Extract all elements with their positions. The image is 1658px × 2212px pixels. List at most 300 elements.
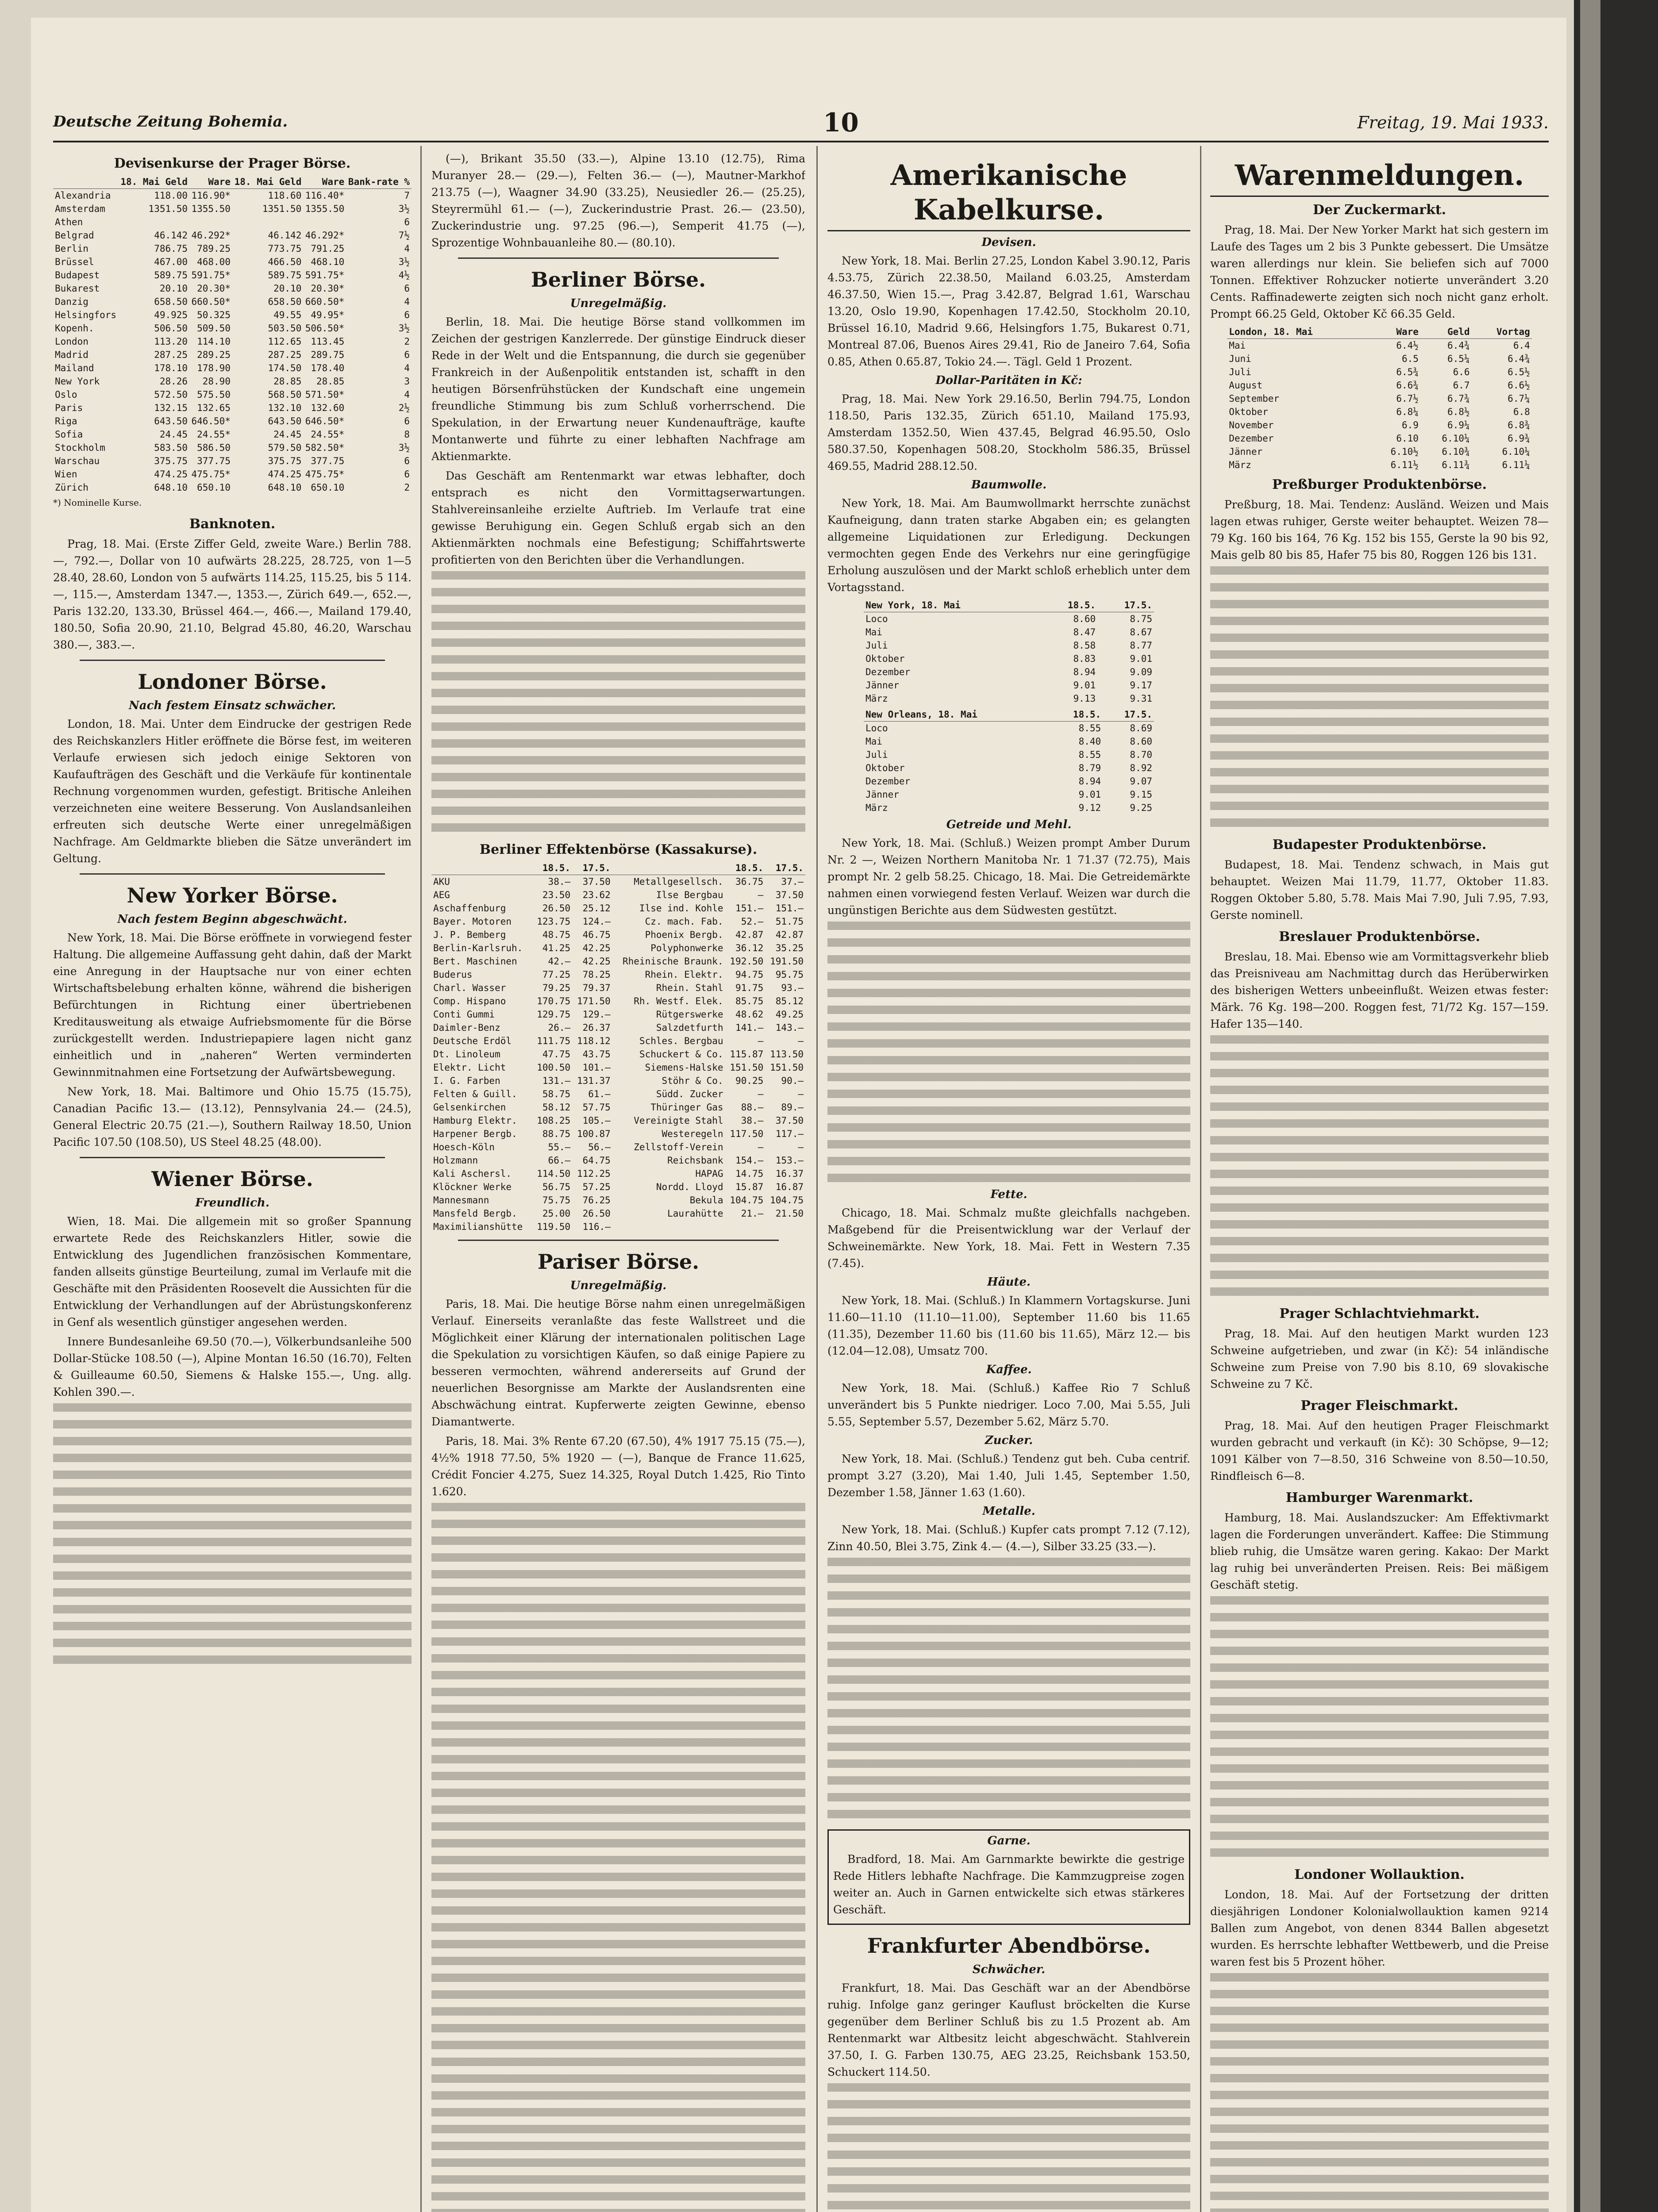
- table-cell: 6.5½: [1508, 367, 1530, 377]
- scan-edge: [1580, 0, 1600, 2212]
- section-separator: [458, 257, 779, 259]
- table-cell: 1351.50: [262, 204, 302, 214]
- table-cell: —: [798, 1089, 804, 1099]
- table-cell: 118.00: [154, 190, 188, 201]
- table-cell: Brüssel: [55, 257, 94, 267]
- table-cell: 467.00: [154, 257, 188, 267]
- table-cell: 171.50: [577, 996, 611, 1006]
- sugar-row: [1227, 392, 1532, 405]
- metalle-subtitle: Metalle.: [982, 1505, 1035, 1518]
- table-header-cell: 18.5.: [532, 861, 572, 875]
- table-header-cell: 18.5.: [725, 861, 766, 875]
- newyork-title: New Yorker Börse.: [127, 883, 338, 907]
- table-cell: 6.7¾: [1447, 393, 1470, 404]
- table-header-cell: 18.5.: [1051, 708, 1103, 722]
- effekten-row: [431, 1021, 805, 1034]
- table-cell: 100.87: [577, 1129, 611, 1139]
- wollauktion-title: Londoner Wollauktion.: [1294, 1867, 1465, 1882]
- table-cell: 105.—: [582, 1115, 611, 1126]
- table-cell: 591.75*: [191, 270, 231, 280]
- table-cell: 56.—: [588, 1142, 611, 1152]
- table-cell: Oslo: [55, 389, 77, 400]
- table-cell: [725, 1220, 766, 1233]
- table-cell: 119.50: [537, 1221, 571, 1232]
- table-cell: 143.—: [775, 1022, 804, 1033]
- table-cell: 131.37: [577, 1075, 611, 1086]
- cotton-row: [864, 665, 1154, 679]
- table-cell: Phoenix Bergb.: [645, 929, 723, 940]
- devisen-title: Devisenkurse der Prager Börse.: [114, 156, 351, 171]
- hamburg-text: Hamburg, 18. Mai. Auslandszucker: Am Effektivmarkt lagen die Forderungen unverändert. Kaffee: Die Stimmung blieb ruhig, die Umsätze waren gering. Kakao: Der Markt lag ruhig bei unveränderten Preisen. Reis: Bei mäßigem Geschäft stetig.: [1210, 1511, 1549, 1591]
- fleischmarkt-text: Prag, 18. Mai. Auf den heutigen Prager Fleischmarkt wurden gebracht und verkauft (in Kč): 30 Schöpse, 9—12; 1091 Kälber von 7—8.50, 316 Schweine von 8.50—10.50, Rindfleisch 6—8.: [1210, 1419, 1549, 1482]
- table-cell: 26.—: [548, 1022, 571, 1033]
- table-cell: 116.90*: [191, 190, 231, 201]
- page-number: 10: [823, 108, 859, 138]
- table-cell: 6: [404, 217, 410, 227]
- effekten-row: [431, 1194, 805, 1207]
- table-cell: [232, 215, 303, 229]
- table-cell: Riga: [55, 416, 77, 426]
- table-cell: Hamburg Elektr.: [433, 1115, 517, 1126]
- table-cell: 468.00: [197, 257, 231, 267]
- effekten-row: [431, 1114, 805, 1127]
- table-cell: Bayer. Motoren: [433, 916, 512, 927]
- table-cell: 42.87: [735, 929, 764, 940]
- table-cell: 1355.50: [305, 204, 345, 214]
- table-cell: 4: [404, 389, 410, 400]
- devisen-row: [53, 388, 412, 401]
- devisen-row: [53, 428, 412, 441]
- table-cell: 468.10: [311, 257, 345, 267]
- table-cell: [189, 215, 232, 229]
- table-cell: 46.142: [154, 230, 188, 241]
- table-cell: 141.—: [735, 1022, 764, 1033]
- table-cell: 26.50: [542, 903, 571, 914]
- table-cell: 6.4: [1513, 340, 1530, 351]
- table-cell: 4½: [398, 270, 410, 280]
- table-cell: 8.55: [1078, 749, 1101, 760]
- devisen-note: *) Nominelle Kurse.: [53, 497, 142, 508]
- table-cell: 48.75: [542, 929, 571, 940]
- cotton-row: [864, 735, 1154, 748]
- table-cell: 571.50*: [305, 389, 345, 400]
- table-cell: 49.55: [273, 310, 302, 320]
- table-cell: 1355.50: [191, 204, 231, 214]
- cotton-row: [864, 639, 1154, 652]
- table-cell: 289.75: [311, 349, 345, 360]
- table-cell: Mailand: [55, 363, 94, 373]
- table-cell: Charl. Wasser: [433, 983, 506, 993]
- table-cell: 579.50: [268, 442, 302, 453]
- column-4: [1210, 150, 1549, 2212]
- haeute-subtitle: Häute.: [987, 1275, 1031, 1289]
- table-cell: 466.50: [268, 257, 302, 267]
- devisen-row: [53, 348, 412, 361]
- table-cell: 58.75: [542, 1089, 571, 1099]
- table-cell: Berlin-Karlsruh.: [433, 943, 523, 953]
- table-header-cell: [431, 861, 532, 875]
- table-cell: 6.11¼: [1502, 460, 1530, 470]
- table-cell: 153.—: [775, 1155, 804, 1166]
- table-cell: 132.10: [268, 403, 302, 413]
- paris-title: Pariser Börse.: [537, 1250, 700, 1274]
- table-cell: 6.8½: [1447, 407, 1470, 417]
- london-sugar-table: [1227, 325, 1532, 472]
- table-cell: 6.4½: [1396, 340, 1419, 351]
- table-cell: 114.10: [197, 336, 231, 347]
- table-cell: Maximilianshütte: [433, 1221, 523, 1232]
- table-cell: 116.40*: [305, 190, 345, 201]
- table-cell: Dezember: [1229, 433, 1274, 444]
- table-header-cell: Ware: [189, 175, 232, 189]
- budapest-text: Budapest, 18. Mai. Tendenz schwach, in Mais gut behauptet. Weizen Mai 11.79, 11.77, Oktober 11.83. Roggen Oktober 5.80, 5.78. Mais Mai 7.90, Juli 7.95, 7.93, Gerste nominell.: [1210, 858, 1549, 922]
- table-header-cell: New York, 18. Mai: [864, 599, 1041, 612]
- table-cell: HAPAG: [695, 1168, 723, 1179]
- table-cell: März: [1229, 460, 1251, 470]
- table-cell: Amsterdam: [55, 204, 105, 214]
- table-cell: 25.00: [542, 1208, 571, 1219]
- table-cell: Polyphonwerke: [650, 943, 723, 953]
- table-cell: 9.15: [1130, 789, 1152, 800]
- table-cell: 506.50: [154, 323, 188, 334]
- table-cell: 129.—: [582, 1009, 611, 1020]
- table-cell: 16.87: [775, 1182, 804, 1192]
- table-cell: 6.10¼: [1502, 446, 1530, 457]
- table-cell: 582.50*: [305, 442, 345, 453]
- table-cell: 9.01: [1078, 789, 1101, 800]
- table-cell: 112.65: [268, 336, 302, 347]
- header-rule: [53, 141, 1549, 142]
- table-cell: 28.85: [273, 376, 302, 387]
- table-cell: 178.40: [311, 363, 345, 373]
- kabelkurse-title: Amerikanische Kabelkurse.: [827, 158, 1190, 231]
- table-cell: 6: [404, 349, 410, 360]
- table-cell: 118.60: [268, 190, 302, 201]
- effekten-row: [431, 1061, 805, 1074]
- table-cell: 151.50: [730, 1062, 764, 1073]
- table-cell: 66.—: [548, 1155, 571, 1166]
- zuckermarkt-title: Der Zuckermarkt.: [1312, 202, 1446, 218]
- table-cell: Metallgesellsch.: [634, 876, 723, 887]
- devisen-row: [53, 308, 412, 322]
- table-cell: Madrid: [55, 349, 88, 360]
- table-cell: Mannesmann: [433, 1195, 489, 1206]
- table-cell: Rhein. Stahl: [656, 983, 723, 993]
- table-cell: Alexandria: [55, 190, 111, 201]
- table-header-cell: 17.5.: [572, 861, 612, 875]
- effekten-row: [431, 1074, 805, 1087]
- table-cell: 8.94: [1073, 667, 1096, 677]
- table-cell: 6.9: [1401, 420, 1419, 430]
- text-continuation: [431, 1503, 805, 2212]
- london-subtitle: Nach festem Einsatz schwächer.: [128, 699, 336, 712]
- table-cell: 46.142: [268, 230, 302, 241]
- table-header-cell: 18.5.: [1041, 599, 1097, 612]
- table-cell: Athen: [55, 217, 83, 227]
- table-cell: Klöckner Werke: [433, 1182, 512, 1192]
- cotton-row: [864, 788, 1154, 801]
- breslau-title: Breslauer Produktenbörse.: [1278, 929, 1481, 945]
- getreide-text: New York, 18. Mai. (Schluß.) Weizen prompt Amber Durum Nr. 2 —, Weizen Northern Manitoba Nr. 1 71.37 (72.75), Mais prompt Nr. 2 gelb 58.25. Chicago, 18. Mai. Die Getreidemärkte nahmen einen vorwiegend festen Verlauf. Weizen war durch die ungünstigen Berichte aus dem Südwesten gestützt.: [827, 837, 1190, 917]
- table-cell: Mai: [866, 627, 882, 637]
- table-cell: 178.10: [154, 363, 188, 373]
- table-cell: Loco: [866, 614, 888, 624]
- scan-edge-strip: [1574, 0, 1658, 2212]
- table-cell: [119, 215, 189, 229]
- frankfurt-title: Frankfurter Abendbörse.: [867, 1934, 1151, 1958]
- schlachtvieh-title: Prager Schlachtviehmarkt.: [1279, 1306, 1480, 1321]
- newspaper-name: Deutsche Zeitung Bohemia.: [53, 113, 288, 131]
- table-cell: 35.25: [775, 943, 804, 953]
- devisen-row: [53, 242, 412, 255]
- london-text: London, 18. Mai. Unter dem Eindrucke der gestrigen Rede des Reichskanzlers Hitler eröffnete die Börse fest, im weiteren Verlaufe erwiesen sich jedoch einige Sektoren von Kaufaufträgen des Geschäft und die Verkäufe für kontinentale Rechnung vorgenommen wurden, gefestigt. Britische Anleihen verzeichneten eine weitere Besserung. Von Auslandsanleihen erfreuten sich deutsche Werte einer unregelmäßigen Nachfrage. Am Geldmarkte blieben die Sätze unverändert im Geltung.: [53, 718, 412, 865]
- kaffee-subtitle: Kaffee.: [986, 1363, 1032, 1376]
- table-cell: 49.25: [775, 1009, 804, 1020]
- table-cell: 589.75: [268, 270, 302, 280]
- table-cell: 38.—: [548, 876, 571, 887]
- effekten-row: [431, 1008, 805, 1021]
- garne-box: [827, 1829, 1190, 1925]
- devisen-row: [53, 215, 412, 229]
- table-cell: 79.37: [582, 983, 611, 993]
- text-continuation: [827, 922, 1190, 1187]
- table-cell: 660.50*: [191, 296, 231, 307]
- table-cell: 42.25: [582, 943, 611, 953]
- effekten-row: [431, 902, 805, 915]
- effekten-row: [431, 1154, 805, 1167]
- table-cell: 6.10¾: [1442, 446, 1470, 457]
- garne-subtitle: Garne.: [987, 1834, 1031, 1847]
- table-cell: 78.25: [582, 969, 611, 980]
- table-cell: 646.50*: [305, 416, 345, 426]
- fette-subtitle: Fette.: [990, 1188, 1027, 1201]
- effekten-table: [431, 861, 805, 1233]
- table-cell: 643.50: [268, 416, 302, 426]
- table-cell: 6.8¼: [1396, 407, 1419, 417]
- table-cell: 151.—: [735, 903, 764, 914]
- table-cell: 37.—: [781, 876, 804, 887]
- cotton-row: [864, 722, 1154, 735]
- table-cell: 6.7: [1453, 380, 1470, 391]
- sugar-row: [1227, 339, 1532, 353]
- table-cell: 658.50: [268, 296, 302, 307]
- table-cell: 474.25: [154, 469, 188, 480]
- table-cell: Juli: [866, 749, 888, 760]
- table-cell: 90.—: [781, 1075, 804, 1086]
- paris-subtitle: Unregelmäßig.: [570, 1279, 667, 1292]
- table-cell: 16.37: [775, 1168, 804, 1179]
- table-cell: 648.10: [268, 482, 302, 493]
- effekten-row: [431, 981, 805, 995]
- cotton-row: [864, 679, 1154, 692]
- table-header-cell: Bank-rate %: [346, 175, 412, 189]
- wien-quotes: Innere Bundesanleihe 69.50 (70.—), Völkerbundsanleihe 500 Dollar-Stücke 108.50 (—), Alpine Montan 16.50 (16.70), Felten & Guilleaume 60.50, Siemens & Halske 155.—, Ung. allg. Kohlen 390.—.: [53, 1335, 412, 1398]
- table-cell: 24.45: [273, 429, 302, 440]
- table-cell: New York: [55, 376, 100, 387]
- table-cell: Oktober: [866, 763, 905, 773]
- devisen-row: [53, 361, 412, 375]
- text-continuation: [1210, 1035, 1549, 1301]
- table-cell: Holzmann: [433, 1155, 478, 1166]
- column-divider: [816, 146, 818, 2212]
- table-cell: 90.25: [735, 1075, 764, 1086]
- zucker-subtitle: Zucker.: [985, 1434, 1033, 1447]
- section-separator: [80, 660, 385, 661]
- table-cell: 57.75: [582, 1102, 611, 1113]
- devisen-row: [53, 441, 412, 454]
- table-cell: 4: [404, 243, 410, 254]
- table-cell: 117.—: [775, 1129, 804, 1139]
- column-3: [827, 150, 1190, 2212]
- cotton-row: [864, 652, 1154, 665]
- cotton-row: [864, 761, 1154, 775]
- table-cell: 57.25: [582, 1182, 611, 1192]
- paris-quotes: Paris, 18. Mai. 3% Rente 67.20 (67.50), 4% 1917 75.15 (75.—), 4½% 1918 77.50, 5% 1920 — (—), Banque de France 11.625, Crédit Foncier 4.275, Suez 14.325, Royal Dutch 1.425, Rio Tinto 1.620.: [431, 1435, 805, 1498]
- table-cell: 9.09: [1130, 667, 1152, 677]
- table-header-cell: 17.5.: [765, 861, 805, 875]
- table-cell: 6.5: [1401, 353, 1419, 364]
- zuckermarkt-text: Prag, 18. Mai. Der New Yorker Markt hat sich gestern im Laufe des Tages um 2 bis 3 Punkte gebessert. Die Umsätze waren allerdings nur klein. Sie beliefen sich auf 7000 Tonnen. Effektiver Rohzucker notierte unverändert 3.20 Cents. Raffinadewerte zeigten sich noch nicht ganz erholt. Prompt 66.25 Geld, Oktober Kč 66.35 Geld.: [1210, 223, 1549, 320]
- table-cell: 6.8¾: [1508, 420, 1530, 430]
- sugar-row: [1227, 379, 1532, 392]
- devisen-row: [53, 375, 412, 388]
- banknoten-title: Banknoten.: [189, 516, 276, 532]
- table-header-cell: Ware: [1369, 325, 1420, 339]
- table-cell: 21.50: [775, 1208, 804, 1219]
- table-cell: 643.50: [154, 416, 188, 426]
- newyork-subtitle: Nach festem Beginn abgeschwächt.: [117, 913, 347, 926]
- table-cell: 14.75: [735, 1168, 764, 1179]
- table-cell: 116.—: [582, 1221, 611, 1232]
- table-cell: 58.12: [542, 1102, 571, 1113]
- table-cell: 26.37: [582, 1022, 611, 1033]
- berlin-subtitle: Unregelmäßig.: [570, 297, 667, 310]
- text-continuation: [827, 1558, 1190, 1823]
- effekten-row: [431, 1207, 805, 1220]
- table-cell: 114.50: [537, 1168, 571, 1179]
- table-cell: 8.94: [1078, 776, 1101, 787]
- table-cell: August: [1229, 380, 1263, 391]
- table-cell: 8.60: [1073, 614, 1096, 624]
- table-cell: 648.10: [154, 482, 188, 493]
- effekten-row: [431, 1167, 805, 1180]
- sugar-row: [1227, 458, 1532, 472]
- table-header-cell: Ware: [303, 175, 346, 189]
- effekten-row: [431, 1127, 805, 1141]
- column-1: [53, 150, 412, 2212]
- table-cell: 6.5¾: [1396, 367, 1419, 377]
- frankfurt-text: Frankfurt, 18. Mai. Das Geschäft war an der Abendbörse ruhig. Infolge ganz geringer Kauflust bröckelten die Kurse gegenüber dem Berliner Schluß bis zu 1.5 Prozent ab. Am Rentenmarkt war Altbesitz leicht abgeschwächt. Stahlverein 37.50, I. G. Farben 130.75, AEG 23.25, Reichsbank 153.50, Schuckert 114.50.: [827, 1982, 1190, 2078]
- table-cell: 568.50: [268, 389, 302, 400]
- wien-subtitle: Freundlich.: [195, 1196, 269, 1210]
- table-cell: 42.25: [582, 956, 611, 967]
- table-cell: 111.75: [537, 1036, 571, 1046]
- berlin-title: Berliner Börse.: [531, 268, 706, 292]
- fette-text: Chicago, 18. Mai. Schmalz mußte gleichfalls nachgeben. Maßgebend für die Preisentwicklung war der Verlauf der Schweinemärkte. New York, 18. Mai. Fett in Western 7.35 (7.45).: [827, 1206, 1190, 1270]
- sugar-row: [1227, 352, 1532, 365]
- table-cell: 7½: [398, 230, 410, 241]
- table-cell: Zellstoff-Verein: [634, 1142, 723, 1152]
- table-cell: Laurahütte: [667, 1208, 723, 1219]
- table-cell: 6.4¾: [1447, 340, 1470, 351]
- garne-text: Bradford, 18. Mai. Am Garnmarkte bewirkte die gestrige Rede Hitlers lebhafte Nachfrage. Die Kammzugpreise zogen weiter an. Auch in Garnen entwickelte sich etwas stärkeres Geschäft.: [833, 1853, 1185, 1916]
- table-cell: 8.69: [1130, 723, 1152, 733]
- table-cell: Jänner: [866, 789, 899, 800]
- table-cell: 6.11¾: [1442, 460, 1470, 470]
- table-cell: Cz. mach. Fab.: [645, 916, 723, 927]
- table-cell: Berlin: [55, 243, 88, 254]
- table-header-cell: New Orleans, 18. Mai: [864, 708, 1051, 722]
- effekten-row: [431, 1180, 805, 1194]
- table-cell: 76.25: [582, 1195, 611, 1206]
- effekten-row: [431, 875, 805, 889]
- devisen-row: [53, 295, 412, 308]
- devisen-row: [53, 401, 412, 415]
- table-cell: Reichsbank: [667, 1155, 723, 1166]
- table-cell: 20.10: [159, 283, 188, 294]
- table-cell: Oktober: [866, 653, 905, 664]
- table-cell: 377.75: [197, 456, 231, 466]
- table-cell: 287.25: [154, 349, 188, 360]
- table-cell: 26.50: [582, 1208, 611, 1219]
- table-cell: Felten & Guill.: [433, 1089, 517, 1099]
- table-cell: —: [758, 890, 764, 900]
- column-2: [431, 150, 805, 2212]
- table-cell: Vereinigte Stahl: [634, 1115, 723, 1126]
- table-cell: 9.13: [1073, 693, 1096, 704]
- table-cell: 9.12: [1078, 803, 1101, 813]
- table-cell: Kopenh.: [55, 323, 94, 334]
- table-cell: 49.925: [154, 310, 188, 320]
- table-cell: 85.12: [775, 996, 804, 1006]
- table-cell: Bert. Maschinen: [433, 956, 517, 967]
- table-cell: 37.50: [582, 876, 611, 887]
- table-cell: 6.7½: [1396, 393, 1419, 404]
- table-cell: September: [1229, 393, 1280, 404]
- table-cell: Rheinische Braunk.: [623, 956, 723, 967]
- table-header-cell: London, 18. Mai: [1227, 325, 1369, 339]
- devisen-row: [53, 468, 412, 481]
- table-cell: 41.25: [542, 943, 571, 953]
- table-cell: Westeregeln: [662, 1129, 723, 1139]
- table-cell: 9.01: [1130, 653, 1152, 664]
- table-cell: Schuckert & Co.: [639, 1049, 723, 1060]
- table-cell: Stockholm: [55, 442, 105, 453]
- table-cell: 786.75: [154, 243, 188, 254]
- table-cell: Buderus: [433, 969, 473, 980]
- table-cell: November: [1229, 420, 1274, 430]
- table-cell: Rh. Westf. Elek.: [634, 996, 723, 1006]
- table-cell: Helsingfors: [55, 310, 117, 320]
- table-cell: Jänner: [866, 680, 899, 691]
- table-cell: 3½: [398, 323, 410, 334]
- table-cell: 108.25: [537, 1115, 571, 1126]
- sugar-row: [1227, 445, 1532, 458]
- table-cell: 85.75: [735, 996, 764, 1006]
- hamburg-title: Hamburger Warenmarkt.: [1285, 1490, 1473, 1505]
- baumwolle-text: New York, 18. Mai. Am Baumwollmarkt herrschte zunächst Kaufneigung, dann traten starke Abgaben ein; es gelangten allgemeine Liquidationen zur Erledigung. Deckungen vermochten gegen Ende des Verkehrs nur eine geringfügige Erholung auszulösen und der Markt schloß erheblich unter dem Vortagsstand.: [827, 497, 1190, 594]
- table-cell: 8.83: [1073, 653, 1096, 664]
- effekten-title: Berliner Effektenbörse (Kassakurse).: [479, 842, 758, 857]
- table-cell: Deutsche Erdöl: [433, 1036, 512, 1046]
- table-cell: 132.60: [311, 403, 345, 413]
- table-cell: 20.10: [273, 283, 302, 294]
- table-cell: 178.90: [197, 363, 231, 373]
- table-cell: Warschau: [55, 456, 100, 466]
- table-cell: 6.10: [1396, 433, 1419, 444]
- effekten-row: [431, 1141, 805, 1154]
- table-cell: 48.62: [735, 1009, 764, 1020]
